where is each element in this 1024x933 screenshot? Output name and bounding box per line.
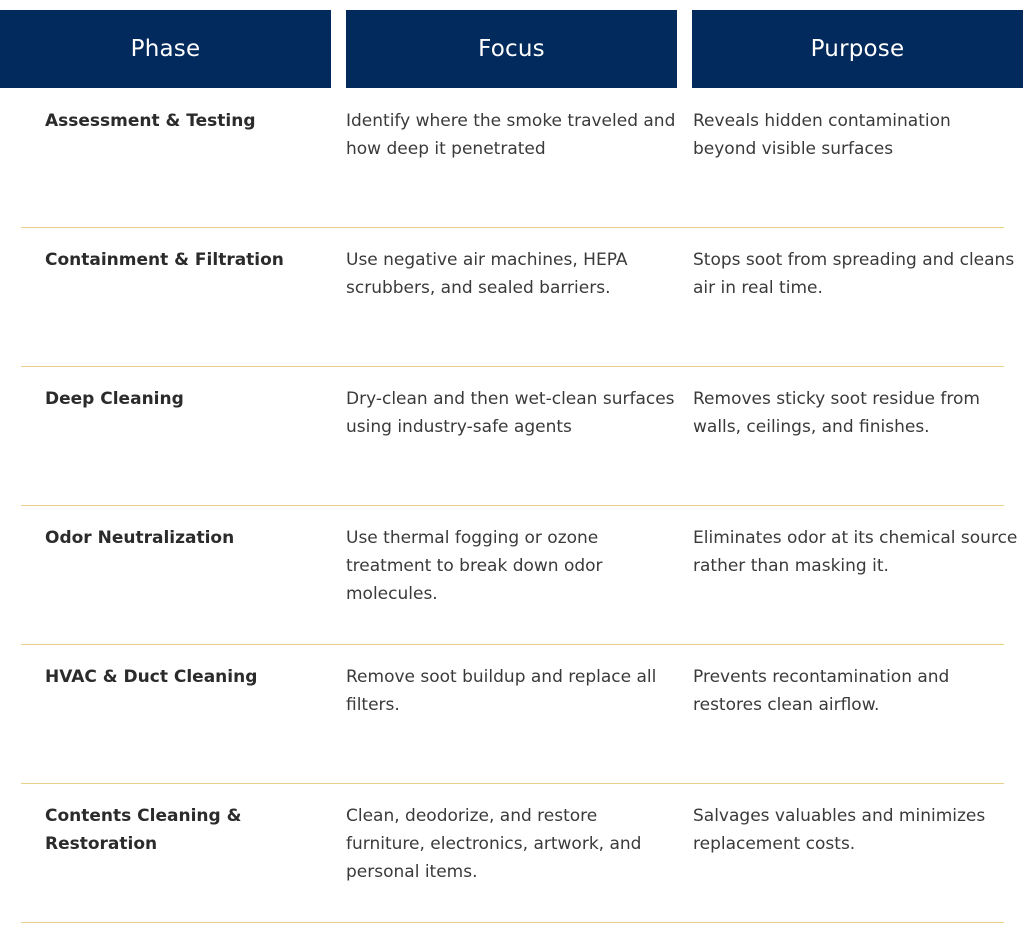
table-row — [0, 645, 1024, 784]
table-row — [0, 228, 1024, 367]
phase-cell: Assessment & Testing — [45, 111, 256, 131]
table-row — [0, 784, 1024, 923]
focus-cell: Use thermal fogging or ozone treatment to break down odor molecules. — [346, 528, 603, 604]
focus-cell: Use negative air machines, HEPA scrubbers, and sealed barriers. — [346, 250, 628, 298]
purpose-cell: Eliminates odor at its chemical source rather than masking it. — [693, 528, 1018, 576]
phase-cell: HVAC & Duct Cleaning — [45, 667, 258, 687]
table-row — [0, 89, 1024, 228]
row-divider — [21, 922, 1004, 923]
purpose-cell: Removes sticky soot residue from walls, ceilings, and finishes. — [693, 389, 980, 437]
focus-cell: Remove soot buildup and replace all filters. — [346, 667, 657, 715]
phase-cell: Contents Cleaning & Restoration — [45, 806, 242, 854]
phase-cell: Containment & Filtration — [45, 250, 284, 270]
focus-cell: Identify where the smoke traveled and how deep it penetrated — [346, 111, 676, 159]
header-purpose: Purpose — [692, 10, 1023, 88]
header-focus: Focus — [346, 10, 677, 88]
header-phase: Phase — [0, 10, 331, 88]
focus-cell: Clean, deodorize, and restore furniture, electronics, artwork, and personal items. — [346, 806, 642, 882]
table-row — [0, 506, 1024, 645]
purpose-cell: Prevents recontamination and restores clean airflow. — [693, 667, 950, 715]
purpose-cell: Reveals hidden contamination beyond visible surfaces — [693, 111, 951, 159]
table-row — [0, 367, 1024, 506]
purpose-cell: Stops soot from spreading and cleans air in real time. — [693, 250, 1015, 298]
focus-cell: Dry-clean and then wet-clean surfaces using industry-safe agents — [346, 389, 675, 437]
phase-cell: Deep Cleaning — [45, 389, 184, 409]
phase-cell: Odor Neutralization — [45, 528, 235, 548]
purpose-cell: Salvages valuables and minimizes replacement costs. — [693, 806, 986, 854]
